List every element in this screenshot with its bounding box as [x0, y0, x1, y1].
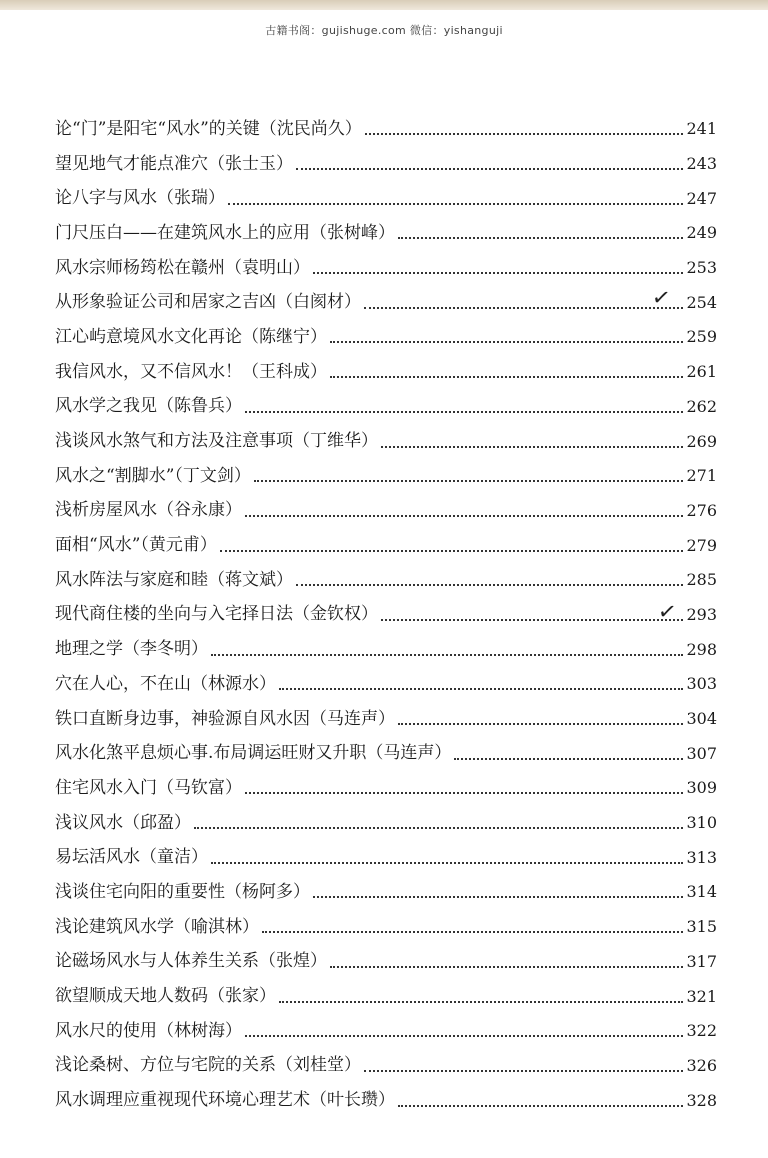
- toc-entry: [55, 667, 717, 702]
- toc-entry-page: 254: [686, 292, 717, 312]
- toc-dot-leader: [296, 168, 683, 170]
- toc-dot-leader: [279, 1001, 683, 1003]
- toc-entry-title: 地理之学（李冬明）: [55, 639, 208, 660]
- toc-entry-page: 243: [686, 154, 717, 174]
- toc-entry: [55, 459, 717, 494]
- toc-entry-title: 穴在人心，不在山（林源水）: [55, 673, 276, 694]
- toc-entry: [55, 494, 717, 529]
- toc-entry: [55, 702, 717, 737]
- toc-entry-title: 风水调理应重视现代环境心理艺术（叶长瓒）: [55, 1090, 395, 1111]
- toc-dot-leader: [245, 411, 683, 413]
- toc-entry-page: 303: [686, 674, 717, 694]
- toc-dot-leader: [330, 341, 683, 343]
- toc-entry-title: 浅论桑树、方位与宅院的关系（刘桂堂）: [55, 1055, 361, 1076]
- toc-entry-title: 江心屿意境风水文化再论（陈继宁）: [55, 326, 327, 347]
- toc-dot-leader: [330, 376, 683, 378]
- watermark-header: 古籍书阁：gujishuge.com 微信：yishanguji: [265, 24, 503, 37]
- toc-entry-page: 285: [686, 570, 717, 590]
- toc-entry: [55, 840, 717, 875]
- toc-entry-title: 论磁场风水与人体养生关系（张煌）: [55, 951, 327, 972]
- toc-entry-title: 风水化煞平息烦心事.布局调运旺财又升职（马连声）: [55, 743, 452, 764]
- toc-entry-title: 门尺压白——在建筑风水上的应用（张树峰）: [55, 222, 395, 243]
- toc-entry-title: 望见地气才能点准穴（张士玉）: [55, 153, 293, 174]
- toc-entry-page: 314: [686, 882, 717, 902]
- toc-dot-leader: [454, 758, 683, 760]
- toc-dot-leader: [398, 237, 683, 239]
- toc-dot-leader: [211, 654, 683, 656]
- toc-dot-leader: [228, 203, 683, 205]
- toc-entry-title: 面相“风水”（黄元甫）: [55, 535, 217, 556]
- toc-dot-leader: [220, 550, 684, 552]
- toc-dot-leader: [279, 688, 683, 690]
- toc-entry: [55, 112, 717, 147]
- toc-dot-leader: [313, 272, 683, 274]
- toc-dot-leader: [365, 133, 684, 135]
- toc-entry-title: 欲望顺成天地人数码（张家）: [55, 986, 276, 1007]
- toc-dot-leader: [381, 446, 683, 448]
- toc-entry: [55, 945, 717, 980]
- toc-entry-title: 论八字与风水（张瑞）: [55, 188, 225, 209]
- toc-dot-leader: [296, 584, 683, 586]
- toc-entry-page: 328: [686, 1090, 717, 1110]
- toc-entry-page: 279: [686, 535, 717, 555]
- toc-entry-title: 浅析房屋风水（谷永康）: [55, 500, 242, 521]
- toc-dot-leader: [364, 1070, 683, 1072]
- toc-entry-page: 293: [686, 604, 717, 624]
- toc-entry-page: 262: [686, 396, 717, 416]
- toc-entry: [55, 910, 717, 945]
- toc-entry: [55, 216, 717, 251]
- handwritten-check-mark: ✓: [650, 284, 673, 313]
- toc-dot-leader: [245, 792, 683, 794]
- toc-entry-title: 风水之“割脚水”（丁文剑）: [55, 465, 251, 486]
- toc-entry-page: 247: [686, 188, 717, 208]
- toc-entry: [55, 806, 717, 841]
- toc-entry: [55, 390, 717, 425]
- toc-dot-leader: [398, 723, 683, 725]
- toc-entry-page: 276: [686, 500, 717, 520]
- toc-entry: [55, 1049, 717, 1084]
- toc-entry: [55, 424, 717, 459]
- toc-entry-title: 风水阵法与家庭和睦（蒋文斌）: [55, 569, 293, 590]
- toc-entry: [55, 563, 717, 598]
- toc-entry-title: 住宅风水入门（马钦富）: [55, 777, 242, 798]
- toc-entry-page: 249: [686, 223, 717, 243]
- toc-entry-title: 风水宗师杨筠松在赣州（袁明山）: [55, 257, 310, 278]
- toc-dot-leader: [262, 931, 683, 933]
- toc-entry-page: 317: [686, 951, 717, 971]
- toc-entry: [55, 632, 717, 667]
- toc-entry: [55, 979, 717, 1014]
- toc-entry-page: 298: [686, 639, 717, 659]
- toc-entry: [55, 181, 717, 216]
- toc-entry: [55, 147, 717, 182]
- toc-entry: [55, 355, 717, 390]
- toc-entry-page: 259: [686, 327, 717, 347]
- handwritten-check-mark: ✓: [656, 598, 679, 627]
- toc-dot-leader: [245, 1035, 683, 1037]
- toc-entry-page: 315: [686, 917, 717, 937]
- toc-entry: [55, 771, 717, 806]
- toc-entry-page: 304: [686, 709, 717, 729]
- toc-entry: [55, 598, 717, 633]
- toc-entry-title: 浅议风水（邱盈）: [55, 812, 191, 833]
- toc-entry: [55, 285, 717, 320]
- toc-entry-title: 风水尺的使用（林树海）: [55, 1020, 242, 1041]
- toc-dot-leader: [245, 515, 683, 517]
- toc-entry-page: 253: [686, 258, 717, 278]
- toc-entry-page: 241: [686, 119, 717, 139]
- toc-entry-title: 易坛活风水（童洁）: [55, 847, 208, 868]
- top-border: [0, 0, 768, 10]
- toc-entry: [55, 875, 717, 910]
- toc-entry-title: 现代商住楼的坐向与入宅择日法（金钦权）: [55, 604, 378, 625]
- toc-entry-page: 261: [686, 362, 717, 382]
- toc-entry-page: 321: [686, 986, 717, 1006]
- toc-dot-leader: [364, 307, 683, 309]
- toc-entry-title: 铁口直断身边事，神验源自风水因（马连声）: [55, 708, 395, 729]
- toc-entry-title: 论“门”是阳宅“风水”的关键（沈民尚久）: [55, 118, 362, 139]
- toc-dot-leader: [313, 896, 683, 898]
- toc-entry: [55, 1083, 717, 1118]
- toc-entry-page: 271: [686, 466, 717, 486]
- toc-entry-page: 326: [686, 1055, 717, 1075]
- toc-entry: [55, 736, 717, 771]
- toc-dot-leader: [330, 966, 683, 968]
- toc-entry: [55, 251, 717, 286]
- toc-dot-leader: [381, 619, 683, 621]
- toc-entry-title: 浅论建筑风水学（喻淇林）: [55, 916, 259, 937]
- toc-dot-leader: [194, 827, 683, 829]
- toc-entry-title: 浅谈住宅向阳的重要性（杨阿多）: [55, 881, 310, 902]
- toc-entry-page: 313: [686, 847, 717, 867]
- toc-entry-page: 307: [686, 743, 717, 763]
- toc-entry-page: 322: [686, 1021, 717, 1041]
- table-of-contents: [55, 112, 717, 1118]
- toc-dot-leader: [254, 480, 684, 482]
- toc-entry: [55, 1014, 717, 1049]
- toc-dot-leader: [211, 862, 683, 864]
- toc-entry-title: 风水学之我见（陈鲁兵）: [55, 396, 242, 417]
- toc-entry-page: 309: [686, 778, 717, 798]
- toc-entry-title: 我信风水，又不信风水！（王科成）: [55, 361, 327, 382]
- toc-entry-page: 310: [686, 813, 717, 833]
- toc-entry: [55, 320, 717, 355]
- toc-entry-page: 269: [686, 431, 717, 451]
- toc-entry: [55, 528, 717, 563]
- toc-entry-title: 浅谈风水煞气和方法及注意事项（丁维华）: [55, 431, 378, 452]
- toc-entry-title: 从形象验证公司和居家之吉凶（白阂材）: [55, 292, 361, 313]
- toc-dot-leader: [398, 1105, 683, 1107]
